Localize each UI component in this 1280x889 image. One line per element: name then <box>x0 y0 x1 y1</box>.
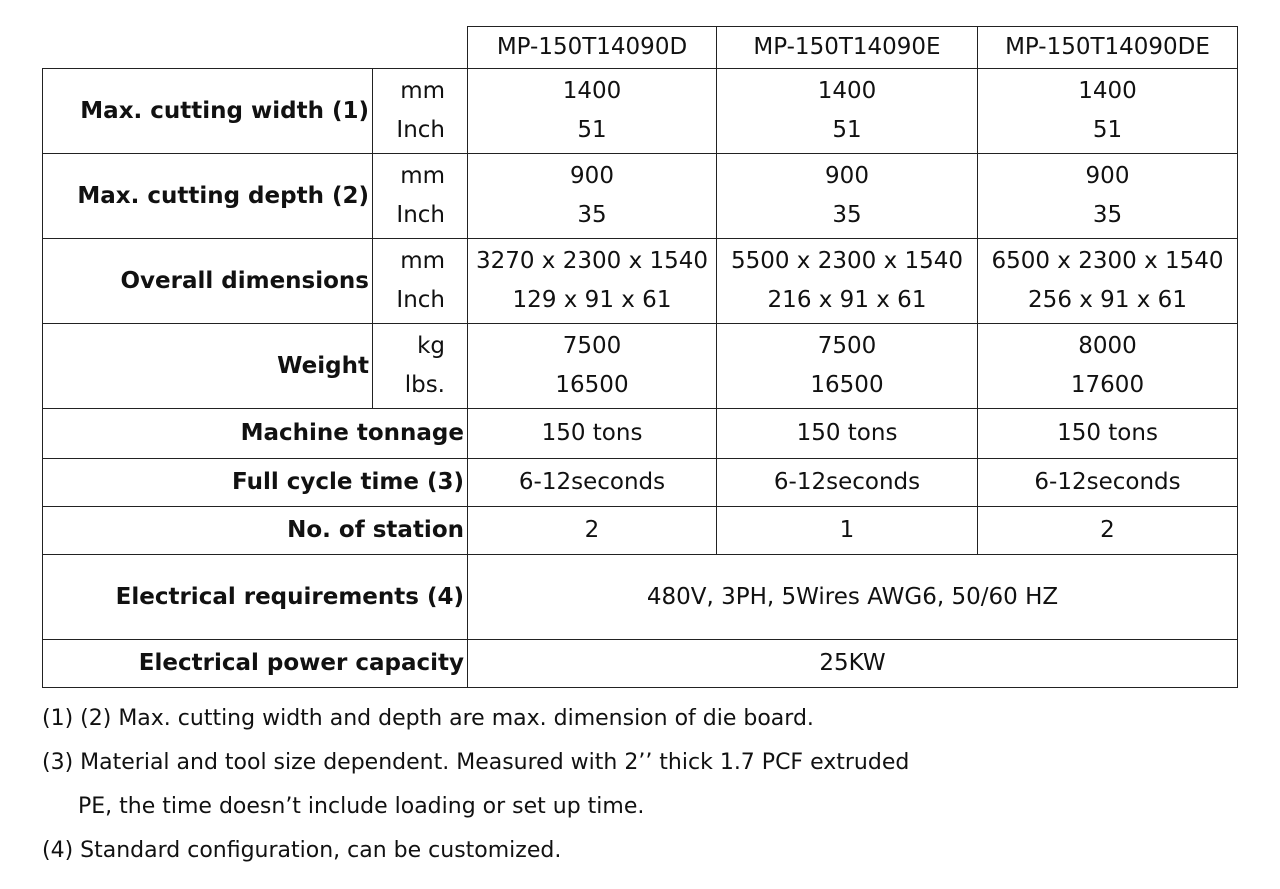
value-cell <box>978 69 1238 154</box>
value-secondary: 256 x 91 x 61 <box>1028 287 1187 313</box>
value-primary: 1400 <box>817 78 877 104</box>
value-cell <box>717 69 978 154</box>
value-cell <box>468 239 717 324</box>
value-cell <box>717 239 978 324</box>
value-secondary: 35 <box>832 202 862 228</box>
value-primary: 1400 <box>1078 78 1137 104</box>
row-label: Max. cutting width (1) <box>43 69 373 154</box>
value-primary: 6500 x 2300 x 1540 <box>991 248 1224 274</box>
value-secondary: 51 <box>577 117 607 143</box>
row-label: Electrical power capacity <box>43 640 468 688</box>
unit-primary: mm <box>400 163 445 189</box>
unit-cell <box>373 324 468 409</box>
value-cell: 6-12seconds <box>468 459 717 507</box>
row-label: Max. cutting depth (2) <box>43 154 373 239</box>
value-secondary: 35 <box>577 202 607 228</box>
model-header: MP-150T14090E <box>717 27 978 69</box>
value-primary: 3270 x 2300 x 1540 <box>475 248 709 274</box>
table-row <box>43 640 1238 688</box>
footnote: (3) Material and tool size dependent. Measured with 2’’ thick 1.7 PCF extruded <box>42 750 910 775</box>
value-secondary: 216 x 91 x 61 <box>767 287 927 313</box>
header-row <box>43 27 1238 69</box>
table-row <box>43 507 1238 555</box>
merged-value-cell: 25KW <box>468 640 1238 688</box>
unit-secondary: lbs. <box>404 372 445 398</box>
table-row <box>43 409 1238 459</box>
model-header: MP-150T14090D <box>468 27 717 69</box>
row-label: No. of station <box>43 507 468 555</box>
unit-secondary: Inch <box>396 117 445 143</box>
table-row <box>43 324 1238 409</box>
unit-primary: mm <box>400 248 445 274</box>
value-primary: 7500 <box>562 333 622 359</box>
model-header: MP-150T14090DE <box>978 27 1238 69</box>
row-label: Full cycle time (3) <box>43 459 468 507</box>
value-secondary: 129 x 91 x 61 <box>512 287 672 313</box>
table-row <box>43 69 1238 154</box>
table-row <box>43 459 1238 507</box>
value-secondary: 51 <box>1092 117 1123 143</box>
value-cell: 2 <box>978 507 1238 555</box>
unit-cell <box>373 239 468 324</box>
spec-table <box>42 26 1238 688</box>
row-label: Weight <box>43 324 373 409</box>
value-secondary: 17600 <box>1070 372 1145 398</box>
value-primary: 900 <box>825 163 869 189</box>
unit-secondary: Inch <box>396 202 445 228</box>
value-cell: 150 tons <box>468 409 717 459</box>
footnote: (1) (2) Max. cutting width and depth are max. dimension of die board. <box>42 706 814 731</box>
unit-primary: kg <box>417 333 445 359</box>
value-secondary: 35 <box>1092 202 1123 228</box>
table-row <box>43 154 1238 239</box>
value-primary: 7500 <box>817 333 877 359</box>
value-primary: 900 <box>1085 163 1130 189</box>
value-cell: 2 <box>468 507 717 555</box>
value-cell <box>978 324 1238 409</box>
header-blank-cell <box>43 27 468 69</box>
unit-primary: mm <box>400 78 445 104</box>
value-cell <box>468 324 717 409</box>
row-label: Electrical requirements (4) <box>43 555 468 640</box>
value-primary: 8000 <box>1078 333 1137 359</box>
value-secondary: 16500 <box>810 372 884 398</box>
value-cell <box>978 154 1238 239</box>
unit-secondary: Inch <box>396 287 445 313</box>
value-secondary: 51 <box>832 117 862 143</box>
value-cell: 6-12seconds <box>717 459 978 507</box>
footnote: (4) Standard configuration, can be customized. <box>42 838 562 863</box>
value-primary: 900 <box>570 163 614 189</box>
row-label: Machine tonnage <box>43 409 468 459</box>
footnote-continuation: PE, the time doesn’t include loading or set up time. <box>78 794 645 819</box>
row-label: Overall dimensions <box>43 239 373 324</box>
unit-cell <box>373 154 468 239</box>
value-cell <box>717 154 978 239</box>
value-secondary: 16500 <box>555 372 629 398</box>
value-cell: 150 tons <box>717 409 978 459</box>
value-cell: 1 <box>717 507 978 555</box>
footnotes <box>42 697 1262 873</box>
value-cell <box>717 324 978 409</box>
value-cell <box>978 239 1238 324</box>
table-row <box>43 239 1238 324</box>
merged-value-cell: 480V, 3PH, 5Wires AWG6, 50/60 HZ <box>468 555 1238 640</box>
value-primary: 5500 x 2300 x 1540 <box>730 248 964 274</box>
unit-cell <box>373 69 468 154</box>
value-primary: 1400 <box>562 78 622 104</box>
table-row <box>43 555 1238 640</box>
value-cell: 6-12seconds <box>978 459 1238 507</box>
value-cell <box>468 154 717 239</box>
value-cell: 150 tons <box>978 409 1238 459</box>
value-cell <box>468 69 717 154</box>
